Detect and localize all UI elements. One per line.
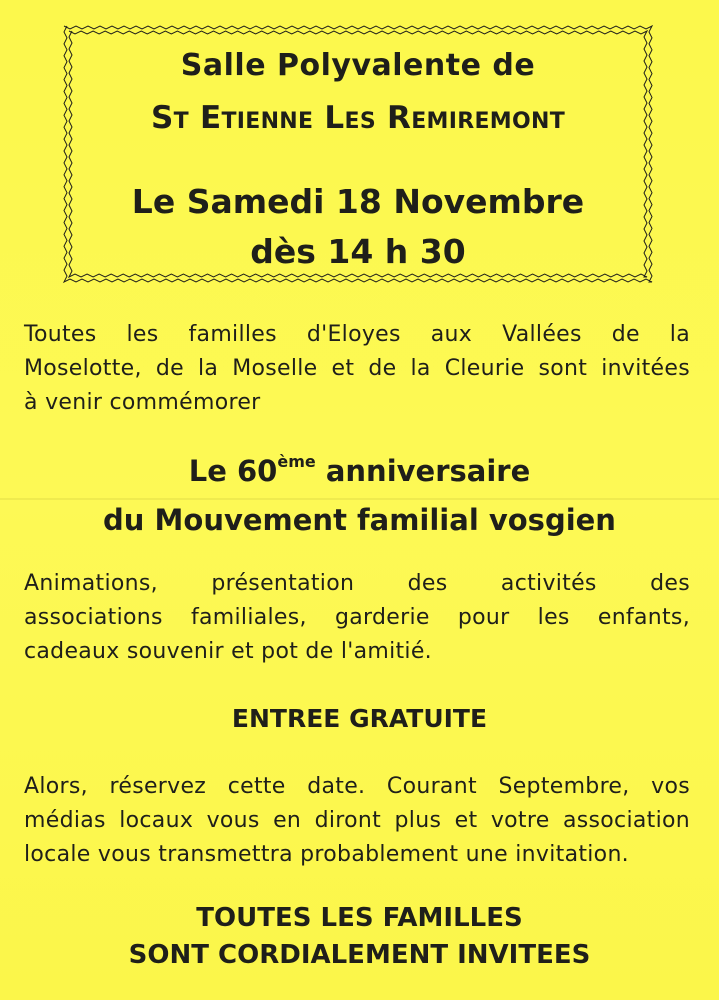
intro-line: Toutes les familles d'Eloyes aux Vallées de la	[24, 322, 690, 347]
reserve-line: Alors, réservez cette date. Courant Septembre, vos	[24, 774, 690, 799]
closing-line-1: TOUTES LES FAMILLES	[196, 903, 523, 933]
anniversary-title-line-2: du Mouvement familial vosgien	[103, 503, 616, 537]
reserve-paragraph	[24, 770, 690, 872]
activities-line: associations familiales, garderie pour les enfants,	[24, 605, 690, 630]
activities-line: cadeaux souvenir et pot de l'amitié.	[24, 639, 432, 664]
venue-line-1: Salle Polyvalente de	[180, 48, 536, 83]
reserve-line: médias locaux vous en diront plus et votre association	[24, 808, 690, 833]
anniversary-ordinal: ème	[277, 452, 316, 471]
intro-line: Moselotte, de la Moselle et de la Cleurie sont invitées	[24, 356, 690, 381]
intro-line: à venir commémorer	[24, 390, 261, 415]
paper-fold	[0, 498, 719, 500]
activities-line: Animations, présentation des activités des	[24, 571, 690, 596]
anniversary-title-line-1	[0, 452, 719, 488]
event-date: Le Samedi 18 Novembre	[131, 182, 585, 221]
closing-line-2: SONT CORDIALEMENT INVITEES	[128, 940, 591, 970]
anniversary-prefix: Le 60	[188, 454, 278, 488]
intro-paragraph	[24, 318, 690, 420]
event-time: dès 14 h 30	[250, 232, 466, 271]
activities-paragraph	[24, 567, 690, 669]
reserve-line: locale vous transmettra probablement une invitation.	[24, 842, 629, 867]
header-box	[58, 20, 658, 288]
free-entry-heading: ENTREE GRATUITE	[231, 704, 488, 733]
venue-line-2: St Etienne Les Remiremont	[150, 100, 566, 136]
anniversary-suffix: anniversaire	[315, 454, 531, 488]
